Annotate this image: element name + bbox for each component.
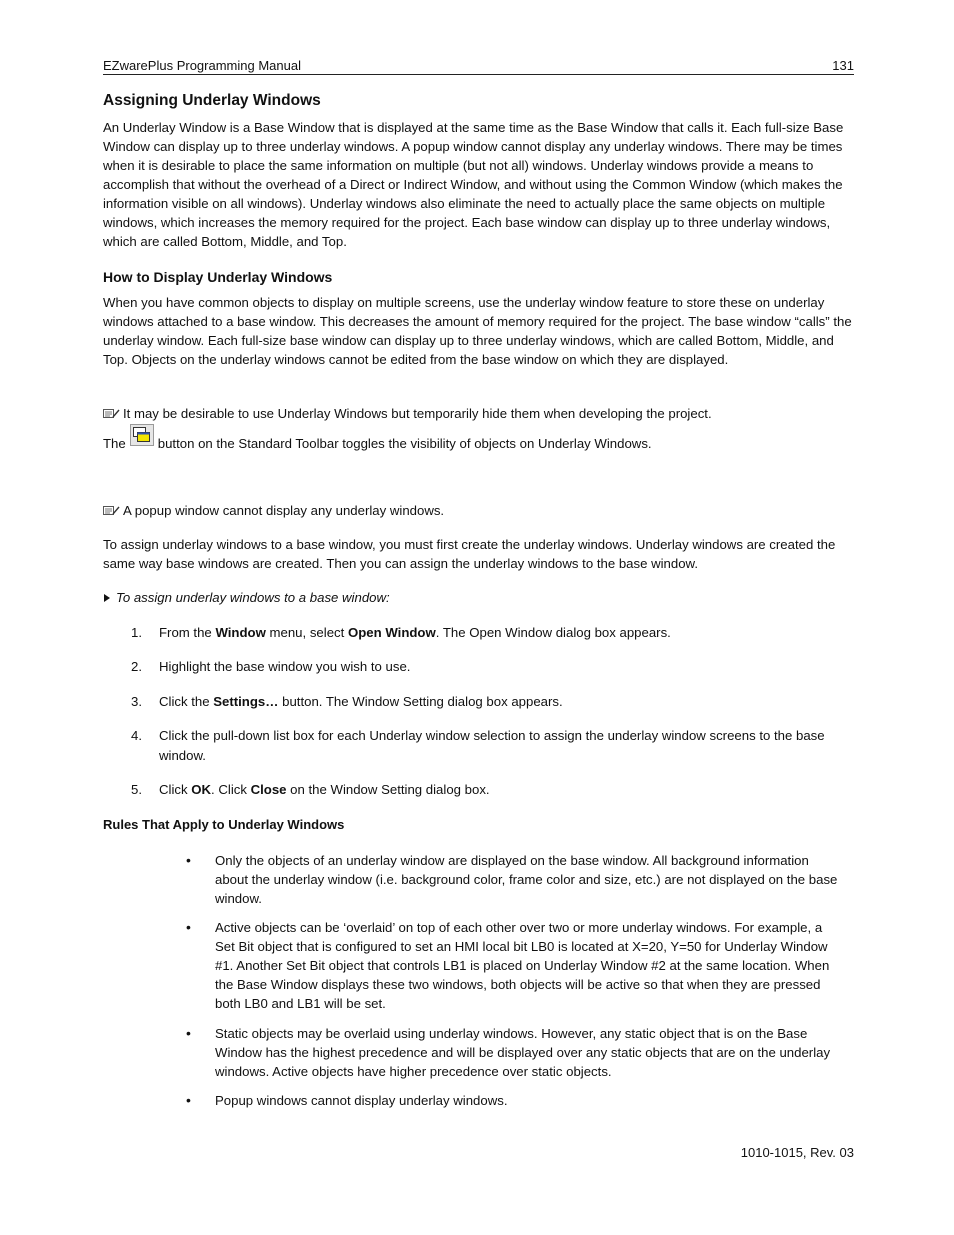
rule-text: Static objects may be overlaid using underlay windows. However, any static object that is on the Base Window has the highest precedence and will be displayed over any static objects that are on the underlay windows. Active objects have higher precedence over static objects.	[215, 1026, 831, 1079]
procedure-title: To assign underlay windows to a base window:	[116, 590, 390, 605]
step-text: Click the Settings… button. The Window Setting dialog box appears.	[159, 694, 563, 709]
note-2	[103, 501, 855, 520]
bullet-icon: •	[186, 1025, 191, 1041]
section-intro: An Underlay Window is a Base Window that is displayed at the same time as the Base Window that calls it. Each full-size Base Window can display up to three underlay windows. A popup window cannot display any underlay windows. There may be times when it is desirable to place the same information on multiple (but not all) windows. Underlay windows provide a means to accomplish that without the overhead of a Direct or Indirect Window, and without using the Common Window (which makes the information visible on all windows). Underlay windows also eliminate the need to actually place the same objects on multiple windows, which increases the memory required for the project. Each base window can display up to three underlay windows, which are called Bottom, Middle, and Top.	[103, 120, 844, 249]
rule-text: Active objects can be ‘overlaid’ on top of each other over two or more underlay windows. For example, a Set Bit object that is configured to set an HMI local bit LB0 is located at X=20, Y=50 for Underlay Window #1. Another Set Bit object that controls LB1 is placed on Underlay Window #2 at the same location. When the Base Window displays these two windows, both objects will be active so that when they are pressed both LB0 and LB1 will be set.	[215, 920, 830, 1011]
procedure-heading	[104, 590, 390, 605]
underlay-toggle-icon[interactable]	[130, 424, 154, 446]
step-number: 3.	[131, 694, 142, 709]
arrow-right-icon	[104, 594, 110, 602]
step-text: Click the pull-down list box for each Underlay window selection to assign the underlay window screens to the base window.	[159, 728, 825, 763]
footer-doc-rev: 1010-1015, Rev. 03	[740, 1145, 854, 1160]
note-1-text: It may be desirable to use Underlay Windows but temporarily hide them when developing the project.	[123, 406, 712, 421]
step-number: 2.	[131, 659, 142, 674]
note-2-text: A popup window cannot display any underlay windows.	[123, 503, 445, 518]
note-1-line2-pre: The	[103, 436, 126, 451]
note-icon	[103, 405, 120, 416]
section-title: Assigning Underlay Windows	[103, 92, 321, 109]
step-number: 5.	[131, 782, 142, 797]
bullet-icon: •	[186, 852, 191, 868]
note-icon	[103, 502, 120, 513]
manual-title: EZwarePlus Programming Manual	[103, 58, 301, 73]
note-1-line2-post: button on the Standard Toolbar toggles the visibility of objects on Underlay Windows.	[157, 436, 652, 451]
step-text: From the Window menu, select Open Window. The Open Window dialog box appears.	[159, 625, 671, 640]
subsection-title: How to Display Underlay Windows	[103, 269, 333, 285]
step-text: Highlight the base window you wish to use.	[159, 659, 411, 674]
note-1	[103, 404, 855, 423]
rules-title: Rules That Apply to Underlay Windows	[103, 817, 345, 832]
note-1-line2	[103, 424, 855, 459]
page-header	[103, 57, 854, 75]
bullet-icon: •	[186, 919, 191, 935]
bullet-icon: •	[186, 1092, 191, 1108]
assign-paragraph: To assign underlay windows to a base window, you must first create the underlay windows. Underlay windows are created the same way base windows are created. Then you can assign the underlay windows to the base window.	[103, 537, 836, 571]
rule-text: Popup windows cannot display underlay windows.	[215, 1093, 508, 1108]
step-number: 4.	[131, 728, 142, 743]
page-number: 131	[832, 58, 854, 73]
subsection-body: When you have common objects to display on multiple screens, use the underlay window feature to store these on underlay windows attached to a base window. This decreases the amount of memory required for the project. The base window “calls” the underlay window. Each full-size base window can display up to three underlay windows, which are called Bottom, Middle, and Top. Objects on the underlay windows cannot be edited from the base window on which they are displayed.	[103, 295, 852, 367]
step-text: Click OK. Click Close on the Window Setting dialog box.	[159, 782, 490, 797]
step-number: 1.	[131, 625, 142, 640]
rule-text: Only the objects of an underlay window are displayed on the base window. All background information about the underlay window (i.e. background color, frame color and size, etc.) are not displayed on the base window.	[215, 853, 838, 906]
